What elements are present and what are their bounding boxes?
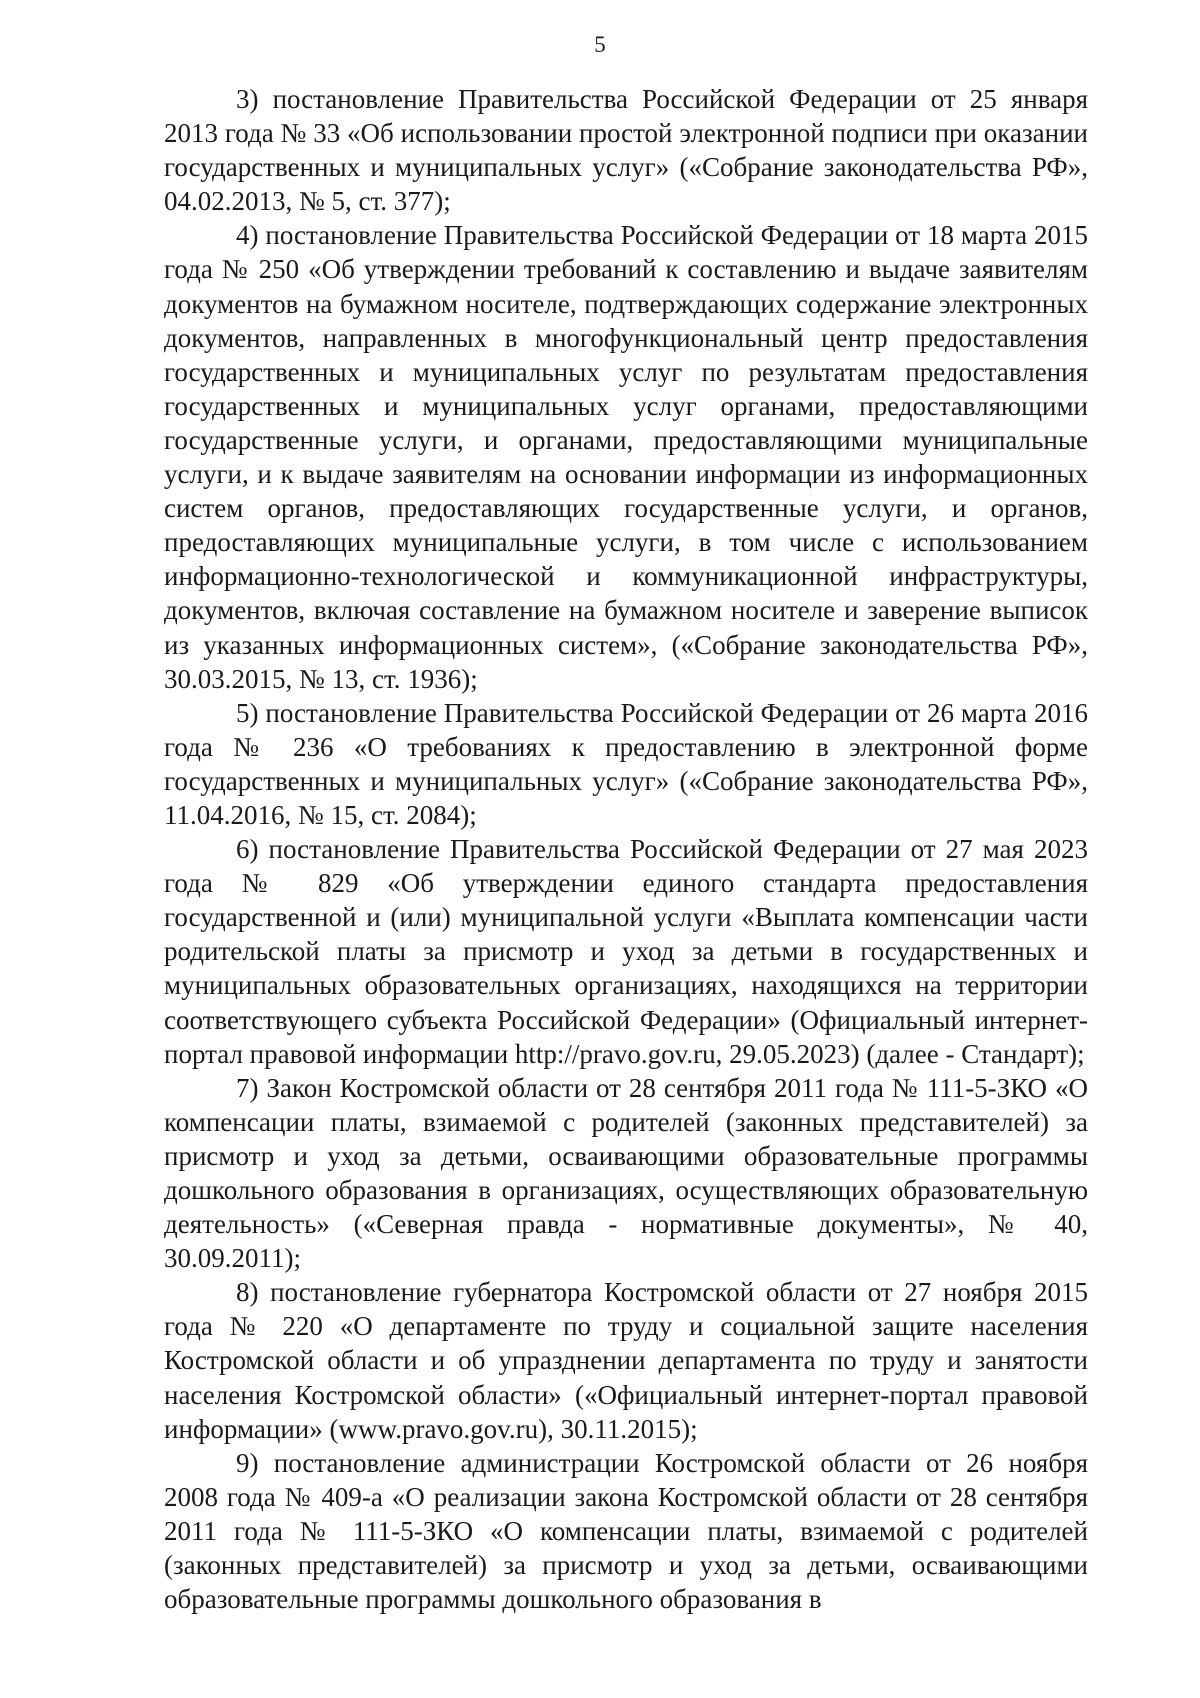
- list-item: 6) постановление Правительства Российской Федерации от 27 мая 2023 года № 829 «Об утверждении единого стандарта предоставления государственной и (или) муниципальной услуги «Выплата компенсации части родительской платы за присмотр и уход за детьми в государственных и муниципальных образовательных организациях, находящихся на территории соответствующего субъекта Российской Федерации» (Официальный интернет-портал правовой информации http://pravo.gov.ru, 29.05.2023) (далее - Стандарт);: [164, 834, 1088, 1069]
- list-item: 5) постановление Правительства Российской Федерации от 26 марта 2016 года № 236 «О требованиях к предоставлению в электронной форме государственных и муниципальных услуг» («Собрание законодательства РФ», 11.04.2016, № 15, ст. 2084);: [164, 697, 1088, 830]
- document-body: [164, 82, 1088, 1616]
- list-item: 9) постановление администрации Костромской области от 26 ноября 2008 года № 409-а «О реализации закона Костромской области от 28 сентября 2011 года № 111-5-ЗКО «О компенсации платы, взимаемой с родителей (законных представителей) за присмотр и уход за детьми, осваивающими образовательные программы дошкольного образования в: [164, 1447, 1088, 1615]
- list-item: 8) постановление губернатора Костромской области от 27 ноября 2015 года № 220 «О департаменте по труду и социальной защите населения Костромской области и об упразднении департамента по труду и занятости населения Костромской области» («Официальный интернет-портал правовой информации» (www.pravo.gov.ru), 30.11.2015);: [164, 1277, 1088, 1444]
- list-item: 4) постановление Правительства Российской Федерации от 18 марта 2015 года № 250 «Об утверждении требований к составлению и выдаче заявителям документов на бумажном носителе, подтверждающих содержание электронных документов, направленных в многофункциональный центр предоставления государственных и муниципальных услуг по результатам предоставления государственных и муниципальных услуг органами, предоставляющими государственные услуги, и органами, предоставляющими муниципальные услуги, и к выдаче заявителям на основании информации из информационных систем органов, предоставляющих государственные услуги, и органов, предоставляющих муниципальные услуги, в том числе с использованием информационно-технологической и коммуникационной инфраструктуры, документов, включая составление на бумажном носителе и заверение выписок из указанных информационных систем», («Собрание законодательства РФ», 30.03.2015, № 13, ст. 1936);: [164, 220, 1088, 694]
- page-number: 5: [594, 32, 606, 57]
- list-item: 7) Закон Костромской области от 28 сентября 2011 года № 111-5-ЗКО «О компенсации платы, взимаемой с родителей (законных представителей) за присмотр и уход за детьми, осваивающими образовательные программы дошкольного образования в организациях, осуществляющих образовательную деятельность» («Северная правда - нормативные документы», № 40, 30.09.2011);: [164, 1072, 1088, 1274]
- list-item: 3) постановление Правительства Российской Федерации от 25 января 2013 года № 33 «Об использовании простой электронной подписи при оказании государственных и муниципальных услуг» («Собрание законодательства РФ», 04.02.2013, № 5, ст. 377);: [164, 84, 1088, 217]
